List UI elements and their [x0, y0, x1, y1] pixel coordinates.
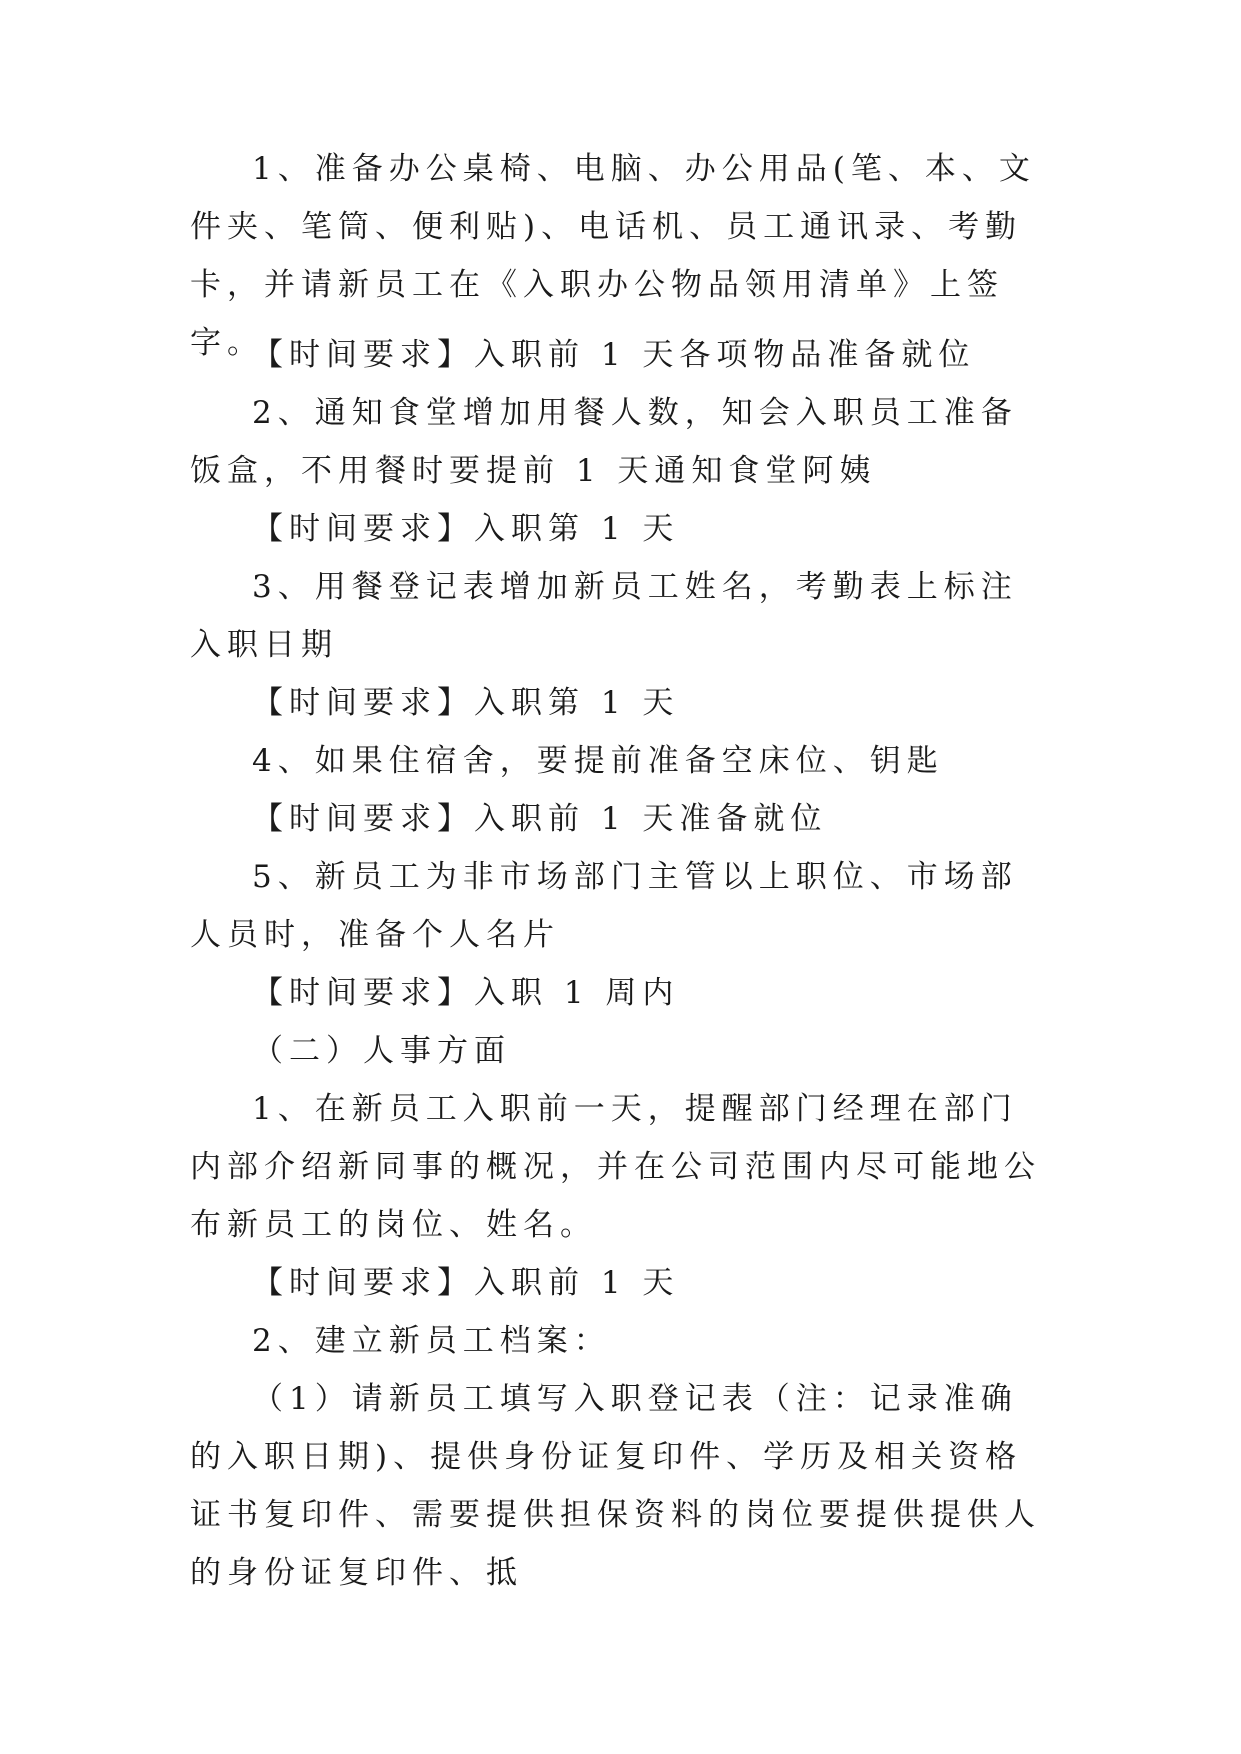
paragraph-item-1-office-supplies: 1、准备办公桌椅、电脑、办公用品(笔、本、文件夹、笔筒、便利贴)、电话机、员工通讯录、考勤卡，并请新员工在《入职办公物品领用清单》上签字。	[190, 151, 1036, 361]
paragraph-time-requirement: 【时间要求】入职 1 周内	[252, 975, 680, 1011]
paragraph-hr-subitem-1-registration: （1）请新员工填写入职登记表（注：记录准确的入职日期)、提供身份证复印件、学历及相关资格证书复印件、需要提供担保资料的岗位要提供提供人的身份证复印件、抵	[190, 1381, 1041, 1591]
section-heading-hr: （二）人事方面	[252, 1033, 511, 1069]
paragraph-item-4-dormitory: 4、如果住宿舍，要提前准备空床位、钥匙	[252, 743, 944, 779]
paragraph-time-requirement: 【时间要求】入职前 1 天	[252, 1265, 680, 1301]
paragraph-item-2-canteen: 2、通知食堂增加用餐人数，知会入职员工准备饭盒，不用餐时要提前 1 天通知食堂阿姨	[190, 395, 1018, 489]
paragraph-item-3-attendance: 3、用餐登记表增加新员工姓名，考勤表上标注入职日期	[190, 569, 1018, 663]
paragraph-hr-item-2-archive: 2、建立新员工档案：	[252, 1323, 611, 1359]
paragraph-time-requirement: 【时间要求】入职第 1 天	[252, 511, 680, 547]
paragraph-item-5-business-cards: 5、新员工为非市场部门主管以上职位、市场部人员时，准备个人名片	[190, 859, 1018, 953]
paragraph-hr-item-1-announce: 1、在新员工入职前一天，提醒部门经理在部门内部介绍新同事的概况，并在公司范围内尽可能地公布新员工的岗位、姓名。	[190, 1091, 1041, 1243]
paragraph-time-requirement: 【时间要求】入职前 1 天各项物品准备就位	[252, 337, 976, 373]
paragraph-time-requirement: 【时间要求】入职第 1 天	[252, 685, 680, 721]
paragraph-time-requirement: 【时间要求】入职前 1 天准备就位	[252, 801, 828, 837]
